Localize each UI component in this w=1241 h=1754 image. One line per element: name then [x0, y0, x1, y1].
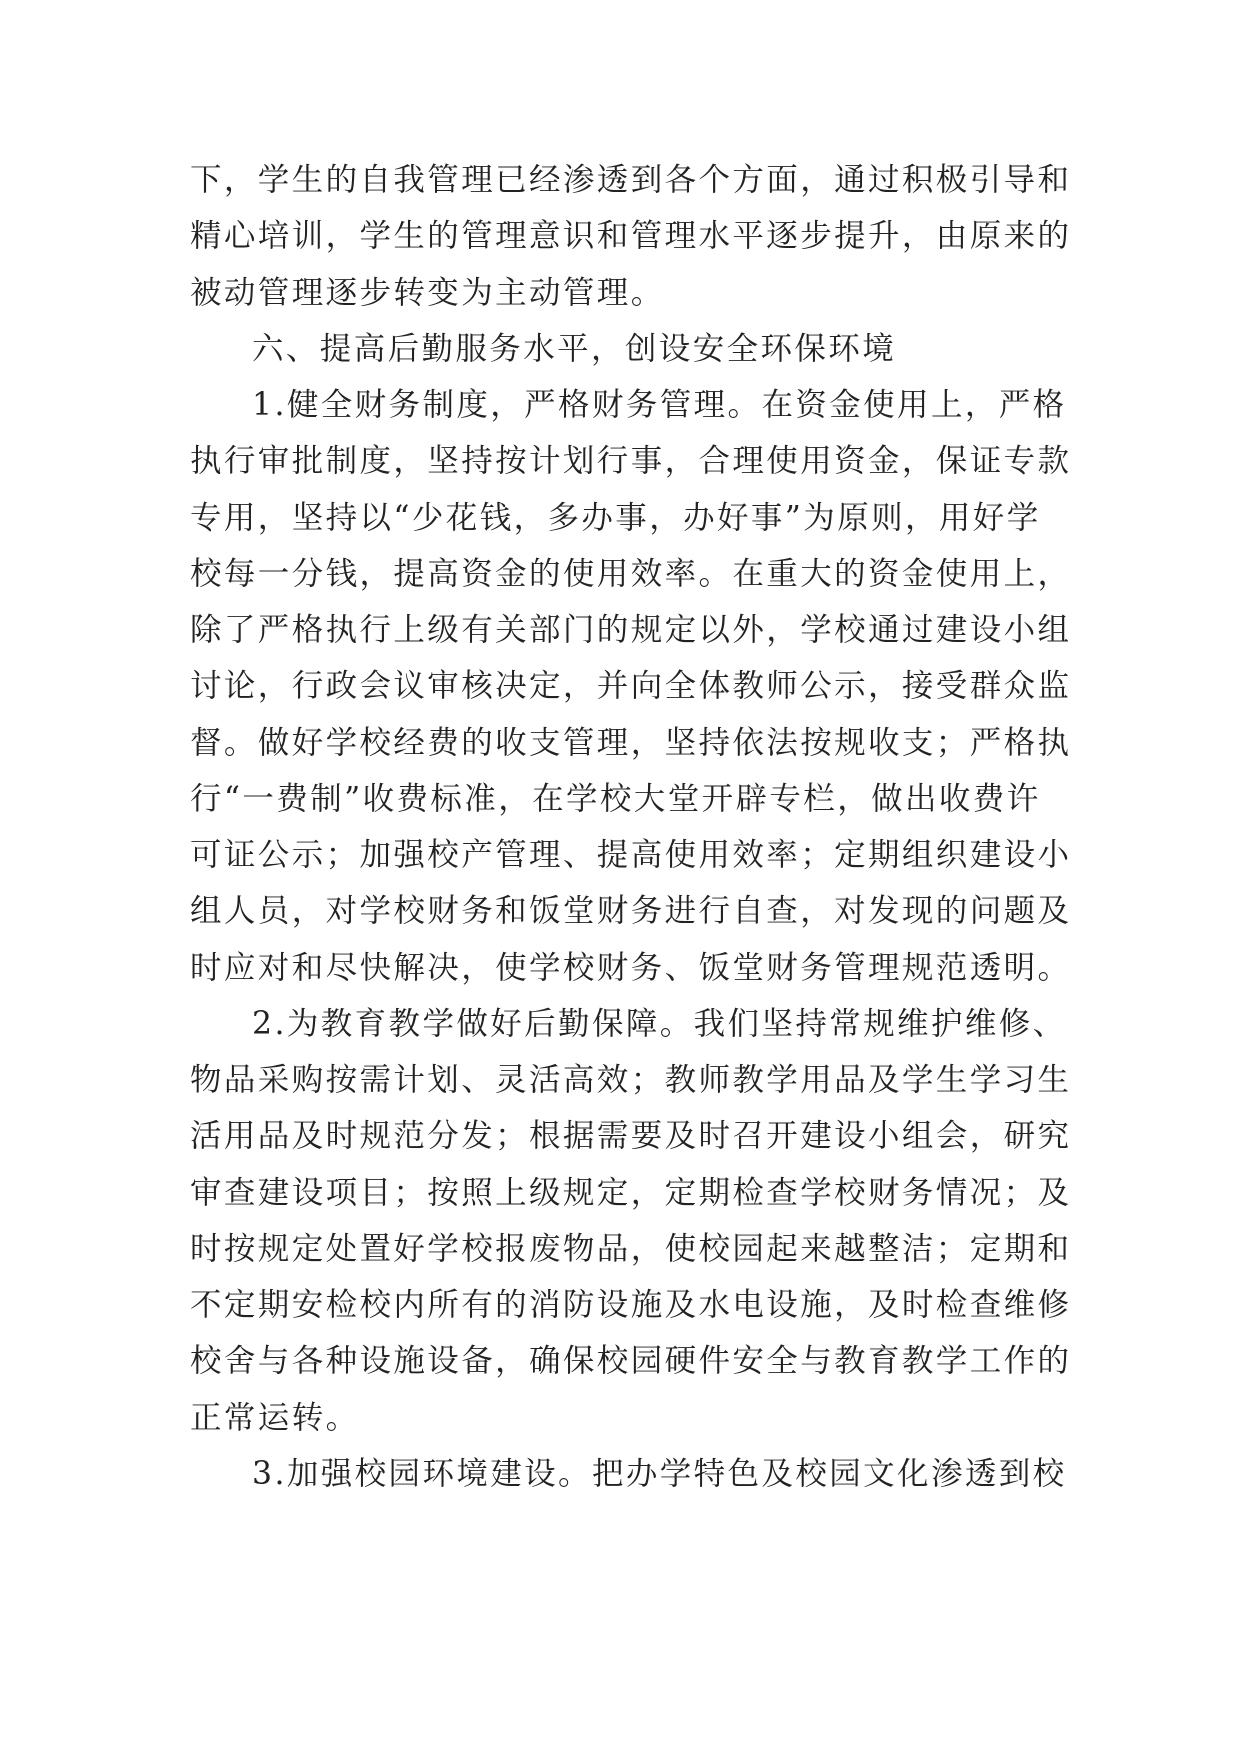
text-line: 执行审批制度，坚持按计划行事，合理使用资金，保证专款 [190, 443, 1072, 480]
body-text [190, 152, 1070, 1502]
text-line: 3.加强校园环境建设。把办学特色及校园文化渗透到校 [252, 1455, 1067, 1492]
text-line: 活用品及时规范分发；根据需要及时召开建设小组会，研究 [190, 1118, 1072, 1155]
text-line: 正常运转。 [190, 1399, 360, 1436]
text-line: 可证公示；加强校产管理、提高使用效率；定期组织建设小 [190, 837, 1072, 873]
text-line: 校舍与各种设施设备，确保校园硬件安全与教育教学工作的 [190, 1343, 1072, 1380]
text-line: 时应对和尽快解决，使学校财务、饭堂财务管理规范透明。 [190, 949, 1072, 986]
text-line: 精心培训，学生的管理意识和管理水平逐步提升，由原来的 [190, 218, 1072, 255]
text-line: 不定期安检校内所有的消防设施及水电设施，及时检查维修 [190, 1287, 1072, 1323]
text-line: 六、提高后勤服务水平，创设安全环保环境 [252, 330, 897, 367]
text-line: 专用，坚持以“少花钱，多办事，办好事”为原则，用好学 [190, 499, 1041, 536]
text-line: 时按规定处置好学校报废物品，使校园起来越整洁；定期和 [190, 1230, 1072, 1267]
text-line: 讨论，行政会议审核决定，并向全体教师公示，接受群众监 [190, 668, 1072, 705]
text-line: 下，学生的自我管理已经渗透到各个方面，通过积极引导和 [190, 162, 1072, 198]
text-line: 审查建设项目；按照上级规定，定期检查学校财务情况；及 [190, 1174, 1072, 1211]
text-line: 行“一费制”收费标准，在学校大堂开辟专栏，做出收费许 [190, 780, 1041, 817]
text-line: 被动管理逐步转变为主动管理。 [190, 274, 665, 311]
text-line: 除了严格执行上级有关部门的规定以外，学校通过建设小组 [190, 612, 1072, 648]
text-line: 组人员，对学校财务和饭堂财务进行自查，对发现的问题及 [190, 893, 1072, 930]
text-line: 督。做好学校经费的收支管理，坚持依法按规收支；严格执 [190, 724, 1072, 761]
text-line: 2.为教育教学做好后勤保障。我们坚持常规维护维修、 [252, 1005, 1067, 1042]
text-line: 1.健全财务制度，严格财务管理。在资金使用上，严格 [252, 387, 1067, 423]
text-line: 校每一分钱，提高资金的使用效率。在重大的资金使用上， [190, 555, 1072, 592]
text-line: 物品采购按需计划、灵活高效；教师教学用品及学生学习生 [190, 1062, 1072, 1098]
